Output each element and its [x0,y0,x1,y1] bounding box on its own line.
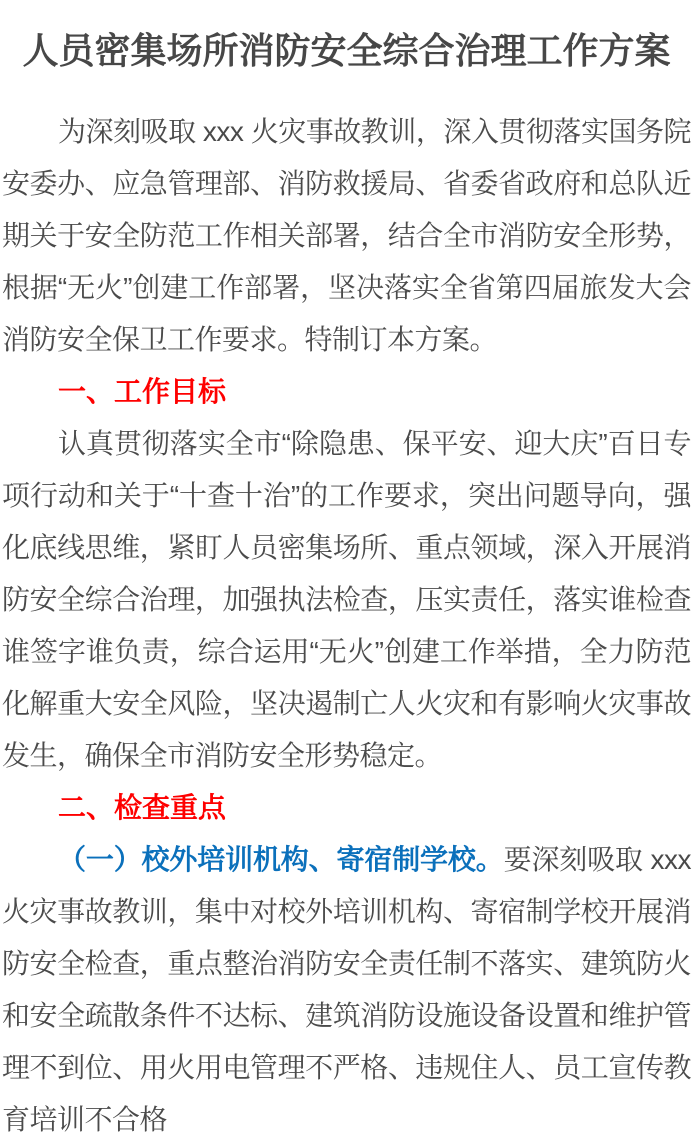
item-1-body-text: 要深刻吸取 xxx 火灾事故教训，集中对校外培训机构、寄宿制学校开展消防安全检查，重点整治消防安全责任制不落实、建筑防火和安全疏散条件不达标、建筑消防设施设备设置和维护管理不到位、用火用电管理不严格、违规住人、员工宣传教育培训不合格 [2,844,691,1135]
intro-paragraph: 为深刻吸取 xxx 火灾事故教训，深入贯彻落实国务院安委办、应急管理部、消防救援局、省委省政府和总队近期关于安全防范工作相关部署，结合全市消防安全形势，根据“无火”创建工作部署，坚决落实全省第四届旅发大会消防安全保卫工作要求。特制订本方案。 [2,116,691,355]
document-title: 人员密集场所消防安全综合治理工作方案 [22,30,671,71]
section-1-heading: 一、工作目标 [58,376,227,407]
section-1-paragraph: 认真贯彻落实全市“除隐患、保平安、迎大庆”百日专项行动和关于“十查十治”的工作要求，突出问题导向，强化底线思维，紧盯人员密集场所、重点领域，深入开展消防安全综合治理，加强执法检查，压实责任，落实谁检查谁签字谁负责，综合运用“无火”创建工作举措，全力防范化解重大安全风险，坚决遏制亡人火灾和有影响火灾事故发生，确保全市消防安全形势稳定。 [2,428,691,771]
section-2-heading: 二、检查重点 [58,792,227,823]
document-page [0,22,693,1146]
section-2-item-1 [2,834,691,1146]
item-1-lead-label: （一）校外培训机构、寄宿制学校。 [58,844,504,875]
